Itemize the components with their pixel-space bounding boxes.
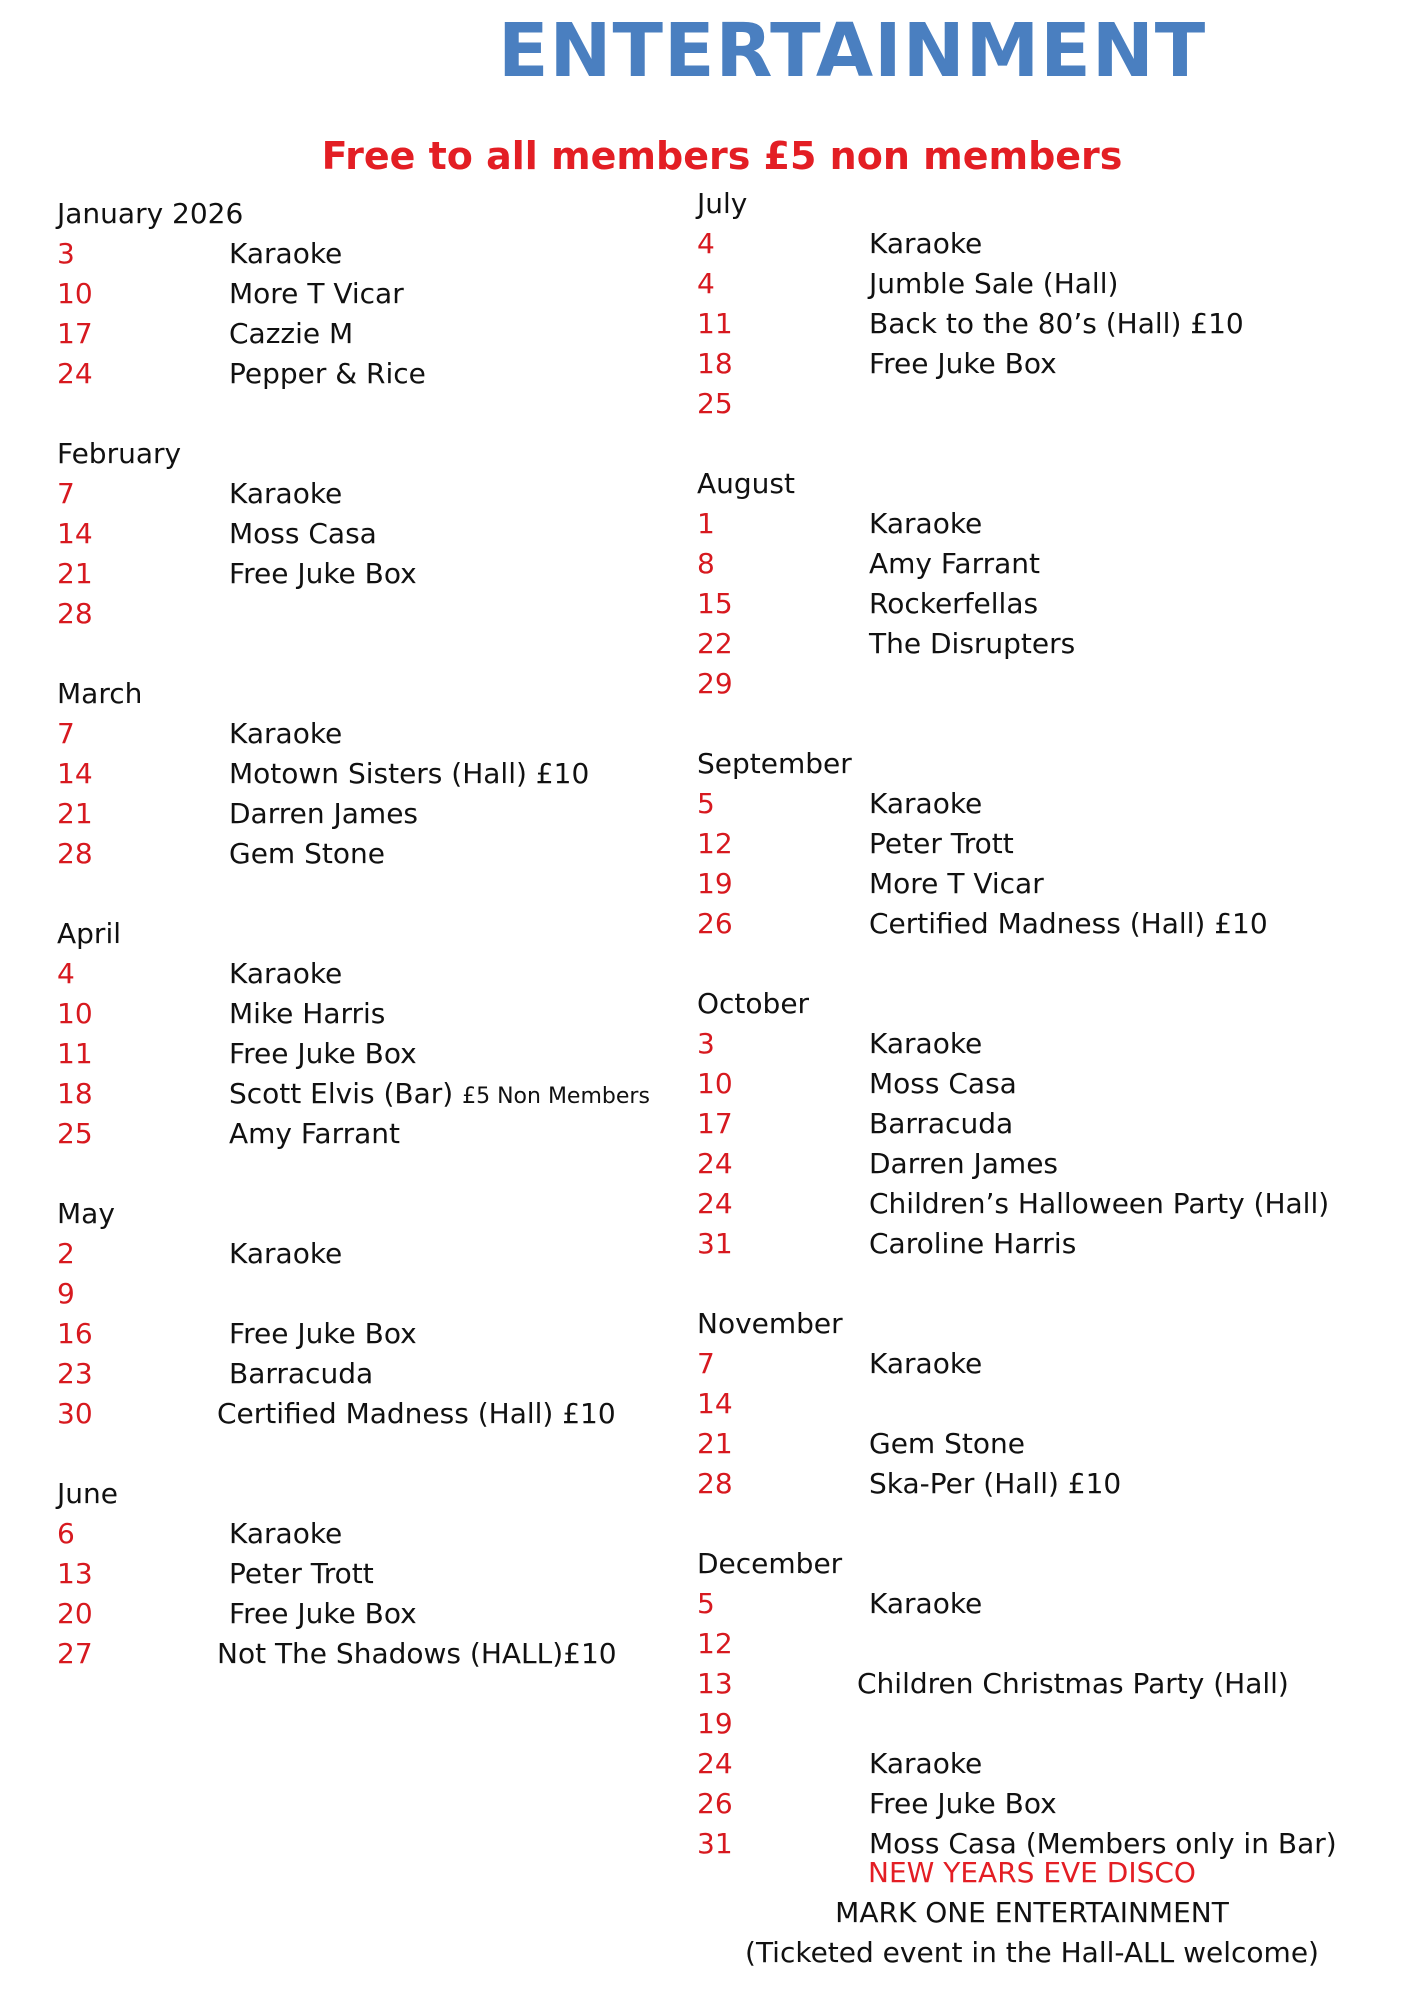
event-day: 13 — [57, 1557, 93, 1590]
event-title: Darren James — [869, 1147, 1059, 1180]
event-title: Karaoke — [229, 1237, 343, 1270]
schedule-right-column — [697, 184, 1397, 1904]
event-title: Free Juke Box — [229, 1597, 417, 1630]
event-day: 25 — [697, 387, 733, 420]
event-title: Darren James — [229, 797, 419, 830]
event-title: Karaoke — [869, 227, 983, 260]
event-name — [229, 754, 589, 794]
event-row — [57, 514, 687, 554]
event-row — [57, 1354, 687, 1394]
event-name — [229, 1114, 400, 1154]
event-title: Children’s Halloween Party (Hall) — [869, 1187, 1330, 1220]
event-day: 26 — [697, 1787, 733, 1820]
event-row — [57, 594, 687, 634]
event-title: Karaoke — [869, 1587, 983, 1620]
event-day: 1 — [697, 507, 715, 540]
event-day: 11 — [57, 1037, 93, 1070]
month-heading: July — [697, 187, 748, 220]
event-name — [869, 624, 1075, 664]
event-day: 14 — [57, 757, 93, 790]
month-heading: March — [57, 677, 143, 710]
event-row — [57, 714, 687, 754]
event-row — [697, 1144, 1397, 1184]
event-row — [697, 224, 1397, 264]
event-row — [57, 954, 687, 994]
event-title: Certified Madness (Hall) £10 — [217, 1397, 616, 1430]
event-name — [869, 224, 982, 264]
event-title: Caroline Harris — [869, 1227, 1077, 1260]
event-name — [229, 994, 385, 1034]
event-row — [57, 1594, 687, 1634]
event-day: 29 — [697, 667, 733, 700]
event-day: 21 — [57, 797, 93, 830]
event-row — [57, 1234, 687, 1274]
event-name — [229, 354, 426, 394]
event-name — [869, 1424, 1025, 1464]
event-day: 8 — [697, 547, 715, 580]
event-day: 19 — [697, 867, 733, 900]
event-title: Cazzie M — [229, 317, 354, 350]
event-name — [869, 1144, 1058, 1184]
month-block — [57, 1474, 687, 1674]
event-name — [869, 904, 1268, 944]
event-row — [697, 304, 1397, 344]
event-title: Scott Elvis (Bar) — [229, 1077, 454, 1110]
nye-footer — [697, 1853, 1367, 1973]
event-title: Back to the 80’s (Hall) £10 — [869, 307, 1244, 340]
event-day: 10 — [697, 1067, 733, 1100]
event-day: 4 — [697, 227, 715, 260]
event-name — [869, 544, 1040, 584]
event-row — [57, 754, 687, 794]
event-day: 31 — [697, 1227, 733, 1260]
event-title: Barracuda — [229, 1357, 374, 1390]
month-block — [697, 744, 1397, 944]
event-name — [229, 234, 342, 274]
event-title: Karaoke — [229, 477, 343, 510]
event-row — [57, 794, 687, 834]
event-day: 30 — [57, 1397, 93, 1430]
event-day: 20 — [57, 1597, 93, 1630]
event-name — [229, 514, 377, 554]
event-name — [869, 1104, 1013, 1144]
event-title: Karaoke — [229, 957, 343, 990]
event-name — [217, 1394, 616, 1434]
event-day: 13 — [697, 1667, 733, 1700]
event-name — [229, 274, 404, 314]
event-day: 23 — [57, 1357, 93, 1390]
event-row — [57, 1274, 687, 1314]
event-name — [869, 1784, 1057, 1824]
event-row — [697, 264, 1397, 304]
event-row — [57, 314, 687, 354]
month-heading: October — [697, 987, 810, 1020]
month-block — [57, 674, 687, 874]
event-row — [57, 474, 687, 514]
event-row — [697, 1784, 1397, 1824]
event-row — [697, 824, 1397, 864]
event-row — [57, 554, 687, 594]
event-row — [57, 1514, 687, 1554]
month-heading: December — [697, 1547, 843, 1580]
event-row — [697, 1184, 1397, 1224]
event-day: 9 — [57, 1277, 75, 1310]
event-title: Gem Stone — [869, 1427, 1025, 1460]
event-name — [869, 1344, 982, 1384]
event-name — [229, 314, 353, 354]
event-day: 12 — [697, 827, 733, 860]
event-title: Children Christmas Party (Hall) — [857, 1667, 1289, 1700]
event-day: 4 — [697, 267, 715, 300]
event-day: 15 — [697, 587, 733, 620]
event-row — [697, 1104, 1397, 1144]
event-row — [697, 1384, 1397, 1424]
event-row — [697, 1064, 1397, 1104]
month-heading: June — [57, 1477, 118, 1510]
event-name — [869, 264, 1118, 304]
event-row — [697, 904, 1397, 944]
month-block — [57, 434, 687, 634]
event-row — [697, 1624, 1397, 1664]
month-block — [697, 1304, 1397, 1504]
event-row — [57, 1634, 687, 1674]
event-day: 2 — [57, 1237, 75, 1270]
schedule-left-column — [57, 194, 687, 1714]
event-day: 24 — [697, 1747, 733, 1780]
event-title: The Disrupters — [869, 627, 1076, 660]
event-name — [229, 834, 385, 874]
month-block — [697, 184, 1397, 424]
event-title: Certified Madness (Hall) £10 — [869, 907, 1268, 940]
event-row — [57, 274, 687, 314]
event-day: 28 — [697, 1467, 733, 1500]
event-name — [229, 954, 342, 994]
event-title: Karaoke — [869, 1747, 983, 1780]
event-row — [57, 1114, 687, 1154]
event-title: Amy Farrant — [229, 1117, 401, 1150]
event-name — [229, 1354, 373, 1394]
event-title: Free Juke Box — [869, 347, 1057, 380]
event-title: Peter Trott — [229, 1557, 374, 1590]
month-block — [697, 464, 1397, 704]
event-name — [869, 1184, 1329, 1224]
event-day: 16 — [57, 1317, 93, 1350]
event-title: Pepper & Rice — [229, 357, 426, 390]
event-name — [229, 1234, 342, 1274]
event-name — [869, 344, 1057, 384]
event-title: Barracuda — [869, 1107, 1014, 1140]
event-day: 5 — [697, 1587, 715, 1620]
event-title: Free Juke Box — [229, 1037, 417, 1070]
event-title: Karaoke — [869, 1027, 983, 1060]
event-day: 11 — [697, 307, 733, 340]
nye-organiser: MARK ONE ENTERTAINMENT — [835, 1896, 1229, 1929]
month-block — [57, 914, 687, 1154]
event-title: Free Juke Box — [869, 1787, 1057, 1820]
event-row — [57, 994, 687, 1034]
event-name — [857, 1664, 1289, 1704]
event-row — [57, 354, 687, 394]
event-row — [57, 1314, 687, 1354]
event-row — [57, 834, 687, 874]
month-heading: August — [697, 467, 795, 500]
event-name — [869, 584, 1038, 624]
event-day: 14 — [697, 1387, 733, 1420]
event-name — [229, 474, 342, 514]
event-name — [229, 714, 342, 754]
event-title: More T Vicar — [229, 277, 404, 310]
event-row — [697, 384, 1397, 424]
event-day: 22 — [697, 627, 733, 660]
event-name — [869, 304, 1244, 344]
event-row — [697, 864, 1397, 904]
event-title: Moss Casa (Members only in Bar) — [869, 1827, 1337, 1860]
page-title: ENTERTAINMENT — [498, 8, 1207, 94]
event-day: 5 — [697, 787, 715, 820]
event-name — [229, 1074, 650, 1117]
event-title: Rockerfellas — [869, 587, 1039, 620]
event-name — [229, 1314, 417, 1354]
event-day: 19 — [697, 1707, 733, 1740]
event-name — [229, 554, 417, 594]
event-row — [697, 1704, 1397, 1744]
month-heading: January 2026 — [57, 197, 244, 230]
month-block — [57, 1194, 687, 1434]
event-row — [697, 544, 1397, 584]
event-day: 26 — [697, 907, 733, 940]
event-title: Moss Casa — [229, 517, 377, 550]
event-day: 18 — [697, 347, 733, 380]
event-row — [697, 784, 1397, 824]
event-day: 24 — [697, 1187, 733, 1220]
event-day: 24 — [697, 1147, 733, 1180]
month-block — [57, 194, 687, 394]
event-title: Karaoke — [229, 237, 343, 270]
event-title: Not The Shadows (HALL)£10 — [217, 1637, 617, 1670]
event-title: Gem Stone — [229, 837, 385, 870]
event-title: Jumble Sale (Hall) — [869, 267, 1119, 300]
nye-disco-heading: NEW YEARS EVE DISCO — [868, 1856, 1196, 1889]
event-title: Karaoke — [869, 1347, 983, 1380]
event-name — [229, 1514, 342, 1554]
event-title: Peter Trott — [869, 827, 1014, 860]
event-day: 10 — [57, 277, 93, 310]
event-day: 18 — [57, 1077, 93, 1110]
event-row — [697, 1464, 1397, 1504]
event-row — [697, 344, 1397, 384]
event-day: 17 — [57, 317, 93, 350]
month-heading: November — [697, 1307, 843, 1340]
event-day: 17 — [697, 1107, 733, 1140]
event-row — [697, 1744, 1397, 1784]
event-title: Karaoke — [229, 717, 343, 750]
month-block — [697, 1544, 1397, 1864]
month-heading: September — [697, 747, 852, 780]
event-row — [697, 664, 1397, 704]
event-day: 24 — [57, 357, 93, 390]
event-day: 21 — [697, 1427, 733, 1460]
event-name — [229, 1034, 417, 1074]
event-name — [869, 1744, 982, 1784]
event-title: Amy Farrant — [869, 547, 1041, 580]
event-name — [217, 1634, 617, 1674]
nye-ticket-note: (Ticketed event in the Hall-ALL welcome) — [745, 1936, 1319, 1969]
event-title: Moss Casa — [869, 1067, 1017, 1100]
event-title: Motown Sisters (Hall) £10 — [229, 757, 590, 790]
event-day: 27 — [57, 1637, 93, 1670]
event-title: More T Vicar — [869, 867, 1044, 900]
event-day: 3 — [57, 237, 75, 270]
event-day: 7 — [57, 717, 75, 750]
event-day: 21 — [57, 557, 93, 590]
event-row — [57, 1034, 687, 1074]
event-name — [229, 1554, 374, 1594]
event-day: 28 — [57, 837, 93, 870]
event-name — [869, 1224, 1076, 1264]
event-name — [229, 794, 418, 834]
event-day: 28 — [57, 597, 93, 630]
month-block — [697, 984, 1397, 1264]
event-name — [869, 1584, 982, 1624]
event-row — [697, 504, 1397, 544]
event-price-note: £5 Non Members — [462, 1084, 650, 1109]
event-name — [869, 824, 1014, 864]
event-day: 6 — [57, 1517, 75, 1550]
event-name — [869, 1064, 1017, 1104]
month-heading: February — [57, 437, 182, 470]
event-row — [697, 1424, 1397, 1464]
event-day: 31 — [697, 1827, 733, 1860]
event-name — [869, 1464, 1121, 1504]
event-row — [57, 1074, 687, 1114]
event-day: 3 — [697, 1027, 715, 1060]
event-name — [869, 784, 982, 824]
month-heading: April — [57, 917, 121, 950]
event-row — [57, 1554, 687, 1594]
event-name — [229, 1594, 417, 1634]
event-title: Karaoke — [869, 787, 983, 820]
event-title: Free Juke Box — [229, 1317, 417, 1350]
event-row — [57, 1394, 687, 1434]
month-heading: May — [57, 1197, 115, 1230]
event-day: 12 — [697, 1627, 733, 1660]
event-title: Karaoke — [869, 507, 983, 540]
event-row — [697, 584, 1397, 624]
event-name — [869, 1024, 982, 1064]
event-title: Karaoke — [229, 1517, 343, 1550]
event-title: Mike Harris — [229, 997, 386, 1030]
event-day: 10 — [57, 997, 93, 1030]
event-row — [697, 1584, 1397, 1624]
event-row — [57, 234, 687, 274]
event-row — [697, 1664, 1397, 1704]
event-name — [869, 864, 1044, 904]
pricing-subtitle: Free to all members £5 non members — [321, 134, 1123, 178]
event-title: Ska-Per (Hall) £10 — [869, 1467, 1122, 1500]
event-day: 14 — [57, 517, 93, 550]
event-day: 4 — [57, 957, 75, 990]
event-row — [697, 1224, 1397, 1264]
event-name — [869, 504, 982, 544]
event-day: 7 — [697, 1347, 715, 1380]
event-row — [697, 1024, 1397, 1064]
event-day: 25 — [57, 1117, 93, 1150]
event-row — [697, 1344, 1397, 1384]
event-day: 7 — [57, 477, 75, 510]
event-title: Free Juke Box — [229, 557, 417, 590]
event-row — [697, 624, 1397, 664]
